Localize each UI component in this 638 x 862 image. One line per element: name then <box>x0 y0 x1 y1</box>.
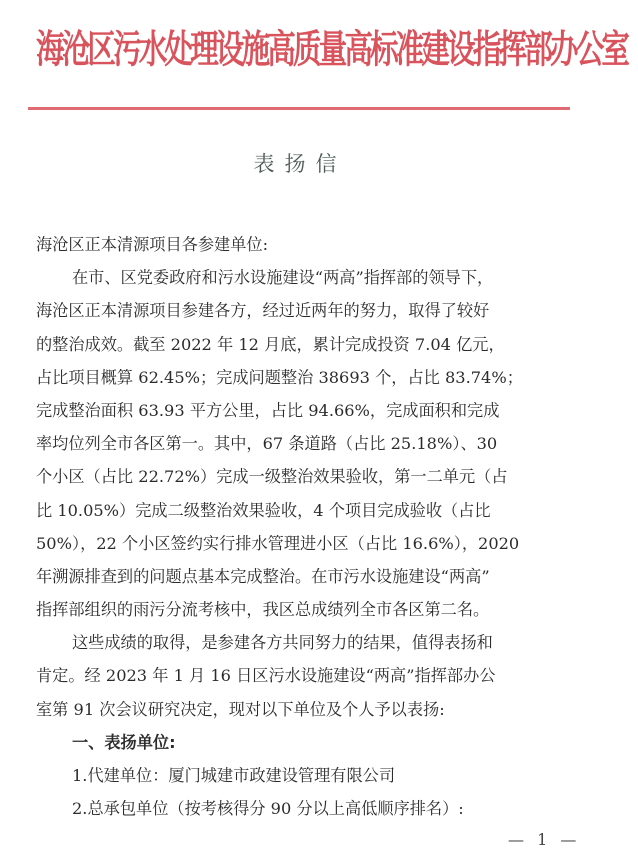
salutation: 海沧区正本清源项目各参建单位: <box>36 235 269 254</box>
header-divider <box>28 107 570 110</box>
paragraph-line: 完成整治面积 63.93 平方公里，占比 94.66%，完成面积和完成 <box>36 400 500 420</box>
paragraph-line: 海沧区正本清源项目参建各方，经过近两年的努力，取得了较好 <box>36 301 490 321</box>
page-number: — 1 — <box>508 830 581 849</box>
paragraph-line: 指挥部组织的雨污分流考核中，我区总成绩列全市各区第二名。 <box>36 600 490 620</box>
paragraph-line: 肯定。经 2023 年 1 月 16 日区污水设施建设“两高”指挥部办公 <box>36 666 496 686</box>
paragraph-line: 比 10.05%）完成二级整治效果验收，4 个项目完成验收（占比 <box>36 500 491 520</box>
paragraph-line: 占比项目概算 62.45%；完成问题整治 38693 个，占比 83.74%； <box>36 367 523 387</box>
org-header-title: 海沧区污水处理设施高质量高标准建设指挥部办公室 <box>36 26 628 72</box>
paragraph-line: 年溯源排查到的问题点基本完成整治。在市污水设施建设“两高” <box>36 566 490 586</box>
paragraph-line: 在市、区党委政府和污水设施建设“两高”指挥部的领导下， <box>72 268 494 288</box>
document-body <box>36 228 566 825</box>
paragraph-line: 50%），22 个小区签约实行排水管理进小区（占比 16.6%），2020 <box>36 533 520 553</box>
document-title: 表扬信 <box>253 152 347 176</box>
paragraph-line: 的整治成效。截至 2022 年 12 月底，累计完成投资 7.04 亿元， <box>36 334 505 354</box>
section-heading: 一、表扬单位: <box>72 732 176 752</box>
list-item: 2.总承包单位（按考核得分 90 分以上高低顺序排名）: <box>72 799 464 819</box>
paragraph-line: 个小区（占比 22.72%）完成一级整治效果验收，第一二单元（占 <box>36 467 508 487</box>
paragraph-line: 室第 91 次会议研究决定，现对以下单位及个人予以表扬: <box>36 699 445 719</box>
paragraph-line: 这些成绩的取得，是参建各方共同努力的结果，值得表扬和 <box>72 633 493 653</box>
list-item: 1.代建单位：厦门城建市政建设管理有限公司 <box>72 766 396 785</box>
paragraph-line: 率均位列全市各区第一。其中，67 条道路（占比 25.18%）、30 <box>36 434 498 454</box>
